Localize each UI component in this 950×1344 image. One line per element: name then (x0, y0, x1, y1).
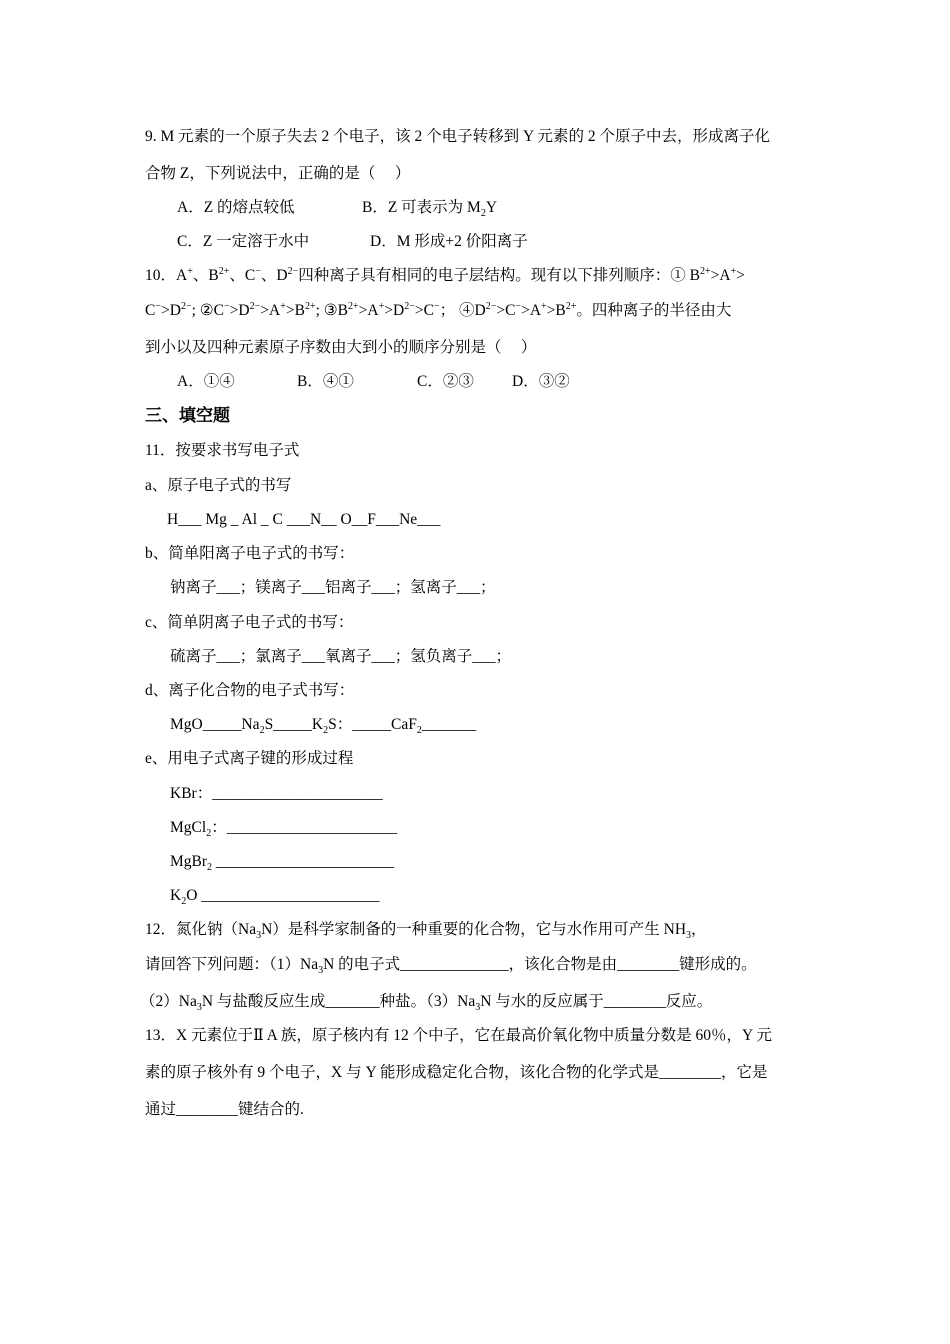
q10-stem-line3: 到小以及四种元素原子序数由大到小的顺序分别是（ ） (145, 339, 537, 356)
q9-option-b: B．Z 可表示为 $M_2Y$ (362, 199, 498, 220)
q10-stem-line2: $C^->D^{2-}$; $②C^->D^{2-}>A^+>B^{2+}$; $③B^{2+}>A^+>D^{2-}>C^-$； $④D^{2-}>C^->A^+>B^{2+}$。四种离子的半径由大 (145, 300, 732, 319)
q9-option-d: D．M 形成+2 价阳离子 (370, 233, 528, 250)
q11-a-blanks: H___ Mg _ Al _ C ___N__ O__F___Ne___ (167, 511, 441, 528)
q11-e-mgcl2: MgCl$_2$：______________________ (170, 819, 398, 840)
q13-line3: 通过________键结合的. (145, 1101, 304, 1118)
q11-a-label: a、原子电子式的书写 (145, 477, 292, 494)
q11-title: 11．按要求书写电子式 (145, 442, 300, 459)
q9-option-c: C．Z 一定溶于水中 (177, 233, 310, 250)
q11-c-label: c、简单阴离子电子式的书写： (145, 614, 354, 631)
q12-line2: 请回答下列问题：$(1)Na_3N$ 的电子式______________，该化合物是由________键形成的。 (145, 956, 757, 977)
q10-option-d: D．③② (512, 373, 570, 390)
q13-line1: 13．X 元素位于Ⅱ A 族，原子核内有 12 个中子，它在最高价氧化物中质量分数是 60％，Y 元 (145, 1027, 772, 1044)
q11-d-label: d、离子化合物的电子式书写： (145, 682, 355, 699)
q13-line2: 素的原子核外有 9 个电子，X 与 Y 能形成稳定化合物，该化合物的化学式是________，它是 (145, 1064, 768, 1081)
q12-line1: 12．氮化钠$(Na_3N)$是科学家制备的一种重要的化合物，它与水作用可产生 $NH_3$， (145, 921, 707, 942)
q10-stem-line1: 10．A+、$B^{2+}$、C−、$D^{2-}$四种离子具有相同的电子层结构。现有以下排列顺序：① $B^{2+}>A^+>$ (145, 265, 745, 284)
q11-d-blanks: $MgO\_\_\_\_\_Na_2S\_\_\_\_\_K_2S$：_____CaF$_2$_______ (170, 716, 477, 737)
q9-option-a: A．Z 的熔点较低 (177, 199, 295, 216)
q11-b-blanks: 钠离子___；镁离子___铝离子___；氢离子___； (170, 579, 496, 596)
q11-e-kbr: KBr：______________________ (170, 785, 383, 802)
q11-e-label: e、用电子式离子键的形成过程 (145, 750, 354, 767)
q11-b-label: b、简单阳离子电子式的书写： (145, 545, 355, 562)
q11-e-mgbr2: MgBr$_2$ _______________________ (170, 853, 395, 874)
q10-option-b: B．④① (297, 373, 354, 390)
q11-c-blanks: 硫离子___；氯离子___氧离子___；氢负离子___； (170, 648, 512, 665)
q9-stem-line2: 合物 Z，下列说法中，正确的是（ ） (145, 165, 411, 182)
q12-line3: $(2)Na_3N$ 与盐酸反应生成_______种盐。$(3)Na_3N$ 与水的反应属于________反应。 (140, 993, 713, 1014)
q9-stem-line1: 9. M 元素的一个原子失去 2 个电子，该 2 个电子转移到 Y 元素的 2 个原子中去，形成离子化 (145, 128, 771, 145)
q10-option-c: C．②③ (417, 373, 474, 390)
q10-option-a: A．①④ (177, 373, 235, 390)
q11-e-k2o: $K_2O$ _______________________ (170, 887, 380, 908)
section-heading: 三、填空题 (145, 406, 230, 425)
